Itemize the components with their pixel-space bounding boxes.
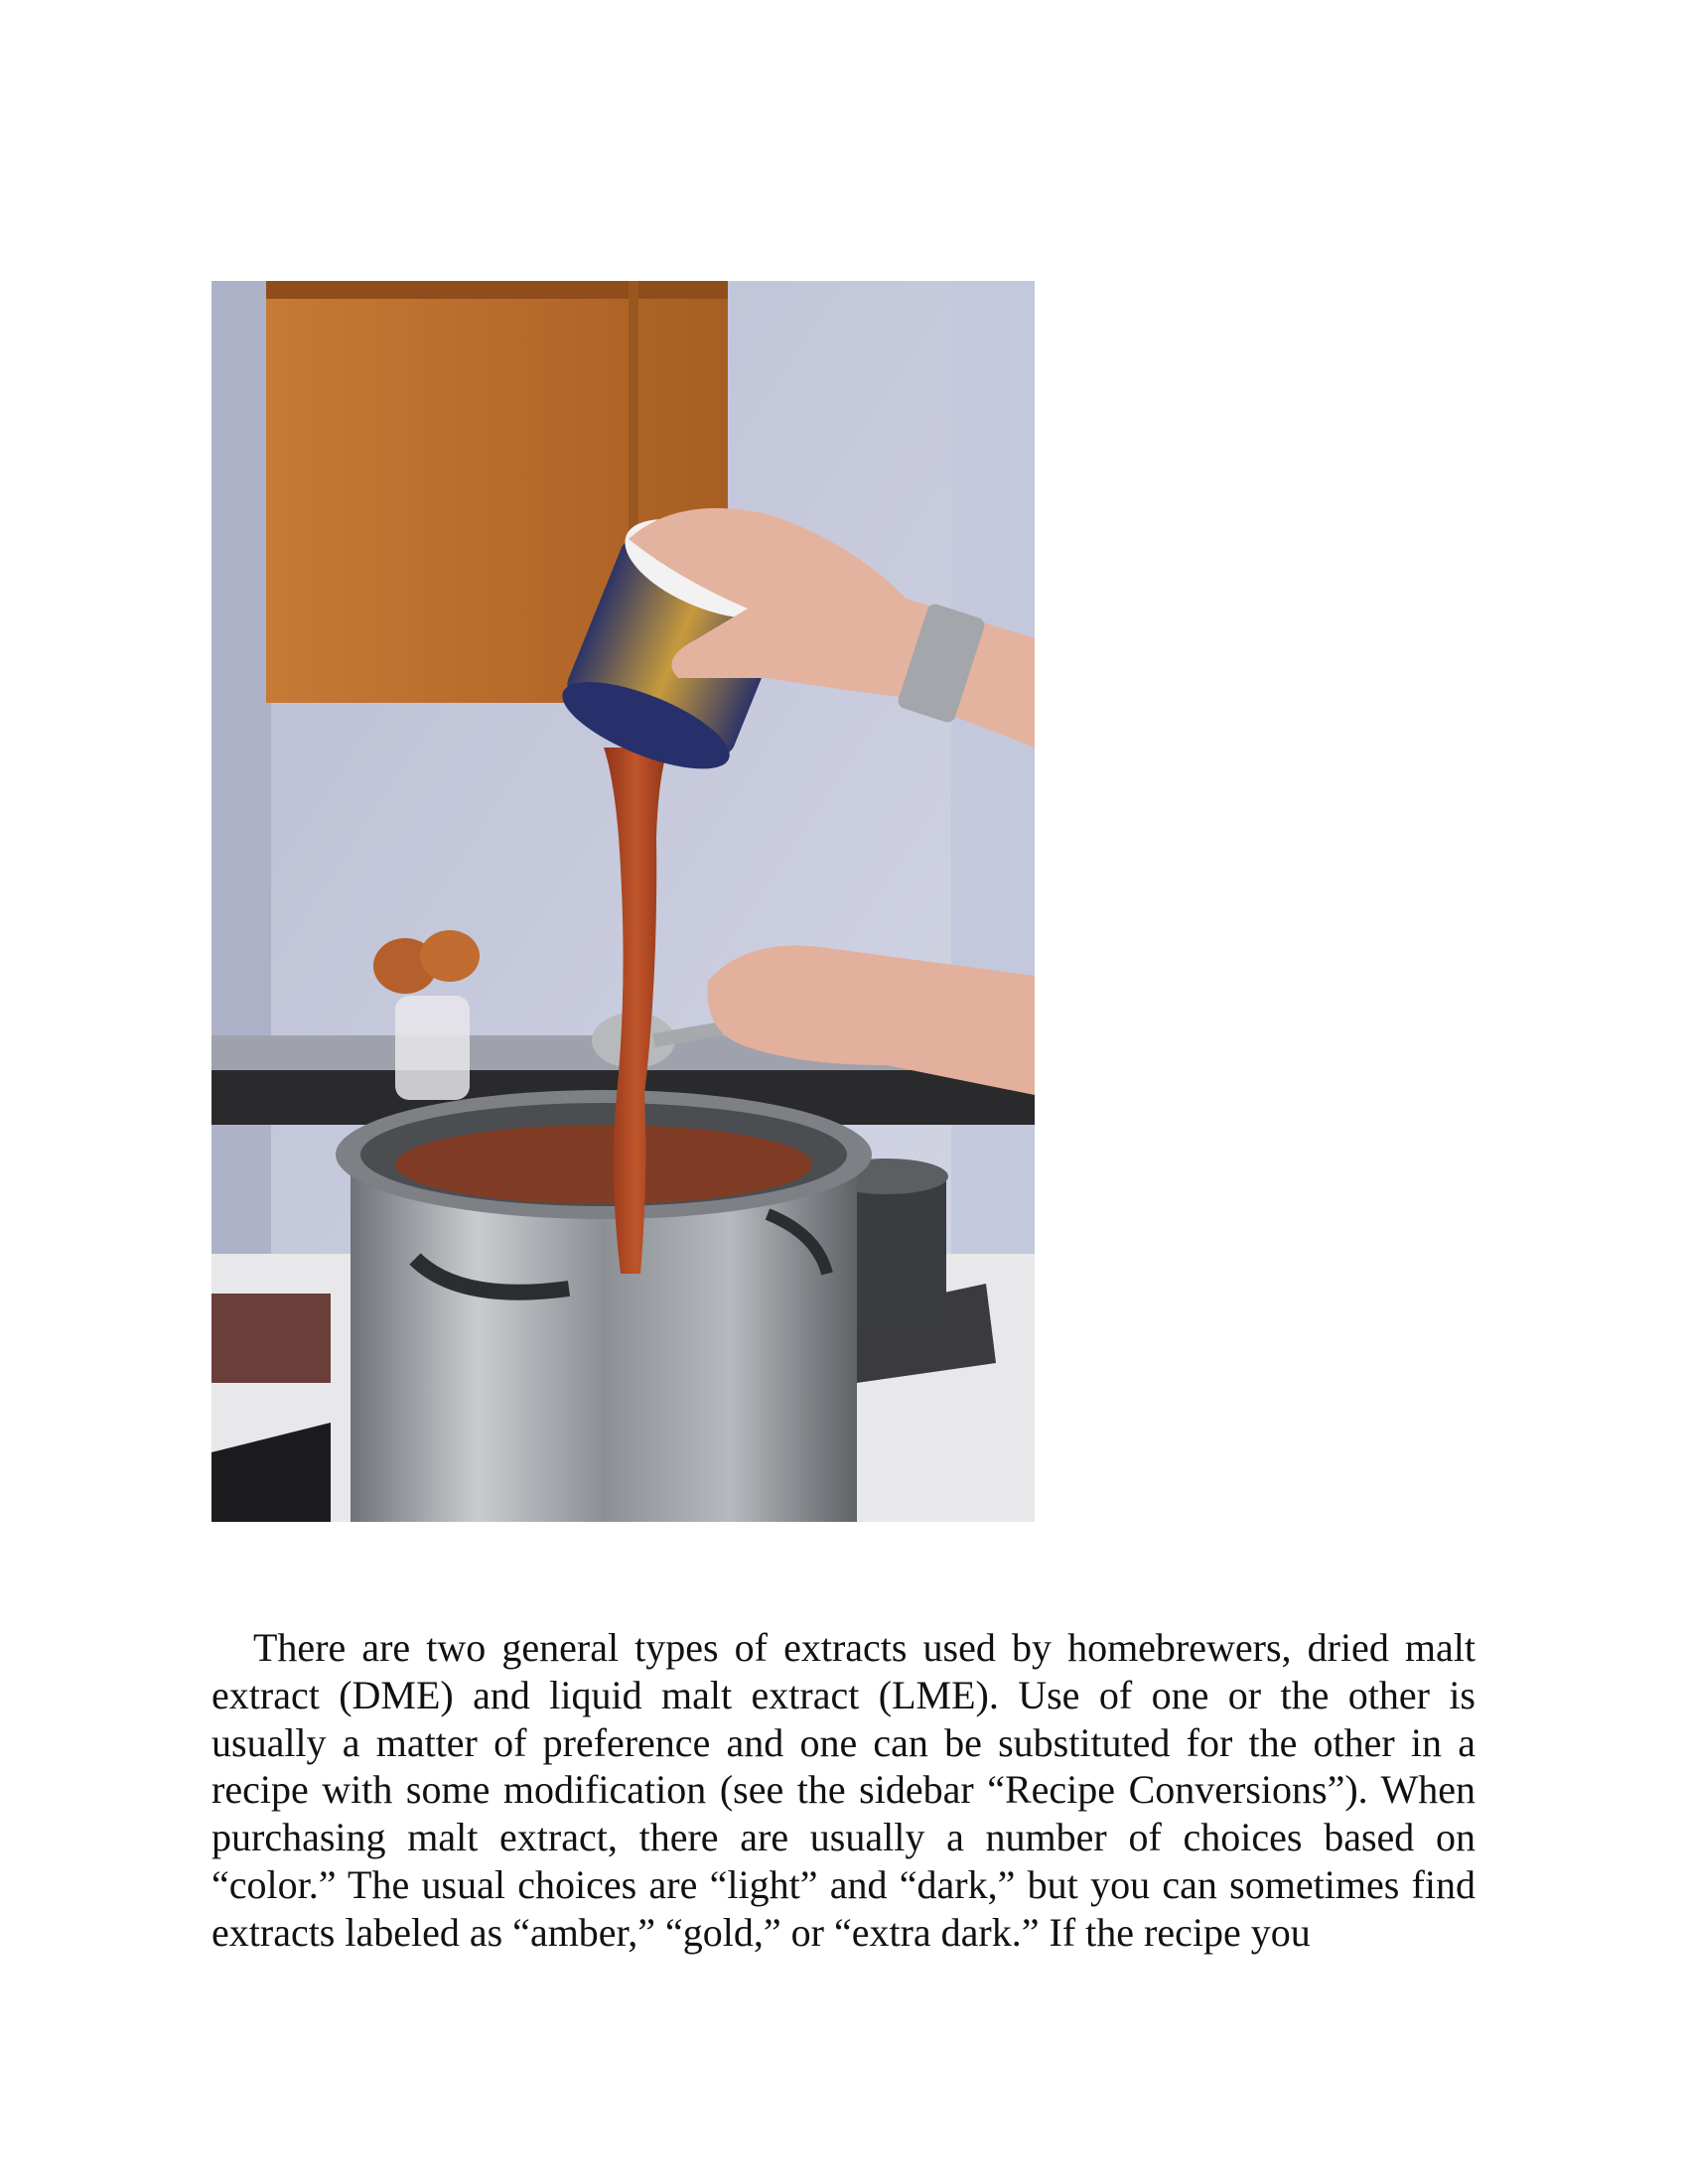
stock-pot: [336, 1090, 872, 1522]
body-paragraph: There are two general types of extracts used by homebrewers, dried malt extract (DME) and liquid malt extract (LME). Use of one or the other is usually a matter of preference and one can be substituted for the other in a recipe with some modification (see the sidebar “Recipe Conversions”). When purchasing malt extract, there are usually a number of choices based on “color.” The usual choices are “light” and “dark,” but you can sometimes find extracts labeled as “amber,” “gold,” or “extra dark.” If the recipe you: [211, 1625, 1476, 1955]
malt-extract-photo: [211, 281, 1035, 1522]
jar: [395, 996, 470, 1100]
photo-illustration: [211, 281, 1035, 1522]
